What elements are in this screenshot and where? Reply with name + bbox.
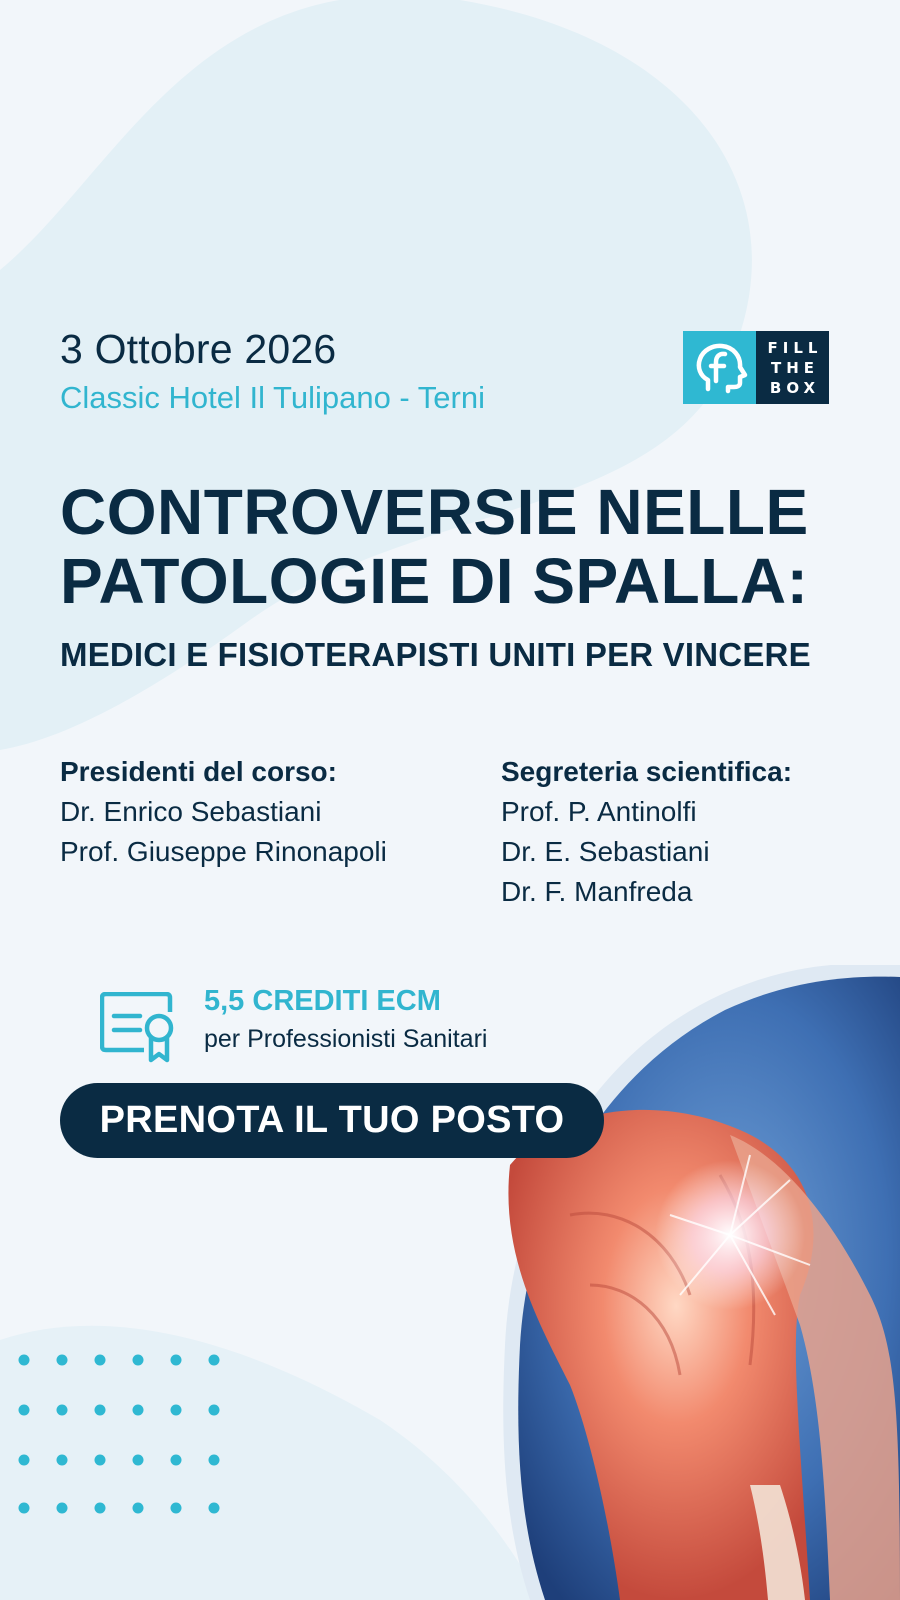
secretariat-name: Dr. E. Sebastiani (501, 836, 710, 867)
fill-the-box-logo (683, 331, 829, 404)
presidents-heading: Presidenti del corso: (60, 756, 337, 787)
certificate-icon (100, 992, 180, 1069)
logo-line-2: THE (770, 358, 820, 377)
decorative-dot-grid (18, 1354, 228, 1514)
logo-line-1: FILL (767, 338, 823, 357)
logo-line-3: BOX (769, 378, 821, 397)
president-name: Prof. Giuseppe Rinonapoli (60, 836, 387, 867)
secretariat-heading: Segreteria scientifica: (501, 756, 793, 787)
ecm-credits-title: 5,5 CREDITI ECM (204, 985, 441, 1017)
event-title (60, 478, 860, 616)
title-line-1: CONTROVERSIE NELLE (60, 476, 809, 548)
secretariat-name: Dr. F. Manfreda (501, 876, 693, 907)
book-seat-button[interactable]: PRENOTA IL TUO POSTO (60, 1083, 604, 1158)
logo-wordmark (756, 331, 829, 404)
event-venue: Classic Hotel Il Tulipano - Terni (60, 380, 485, 415)
event-date: 3 Ottobre 2026 (60, 326, 337, 372)
secretariat-block (501, 752, 792, 912)
secretariat-name: Prof. P. Antinolfi (501, 796, 697, 827)
president-name: Dr. Enrico Sebastiani (60, 796, 322, 827)
head-f-icon (683, 331, 756, 404)
ecm-credits-subtitle: per Professionisti Sanitari (204, 1025, 488, 1053)
title-line-2: PATOLOGIE DI SPALLA: (60, 545, 809, 617)
event-subtitle: MEDICI E FISIOTERAPISTI UNITI PER VINCERE (60, 636, 811, 673)
presidents-block (60, 752, 387, 872)
shoulder-illustration (500, 965, 900, 1600)
